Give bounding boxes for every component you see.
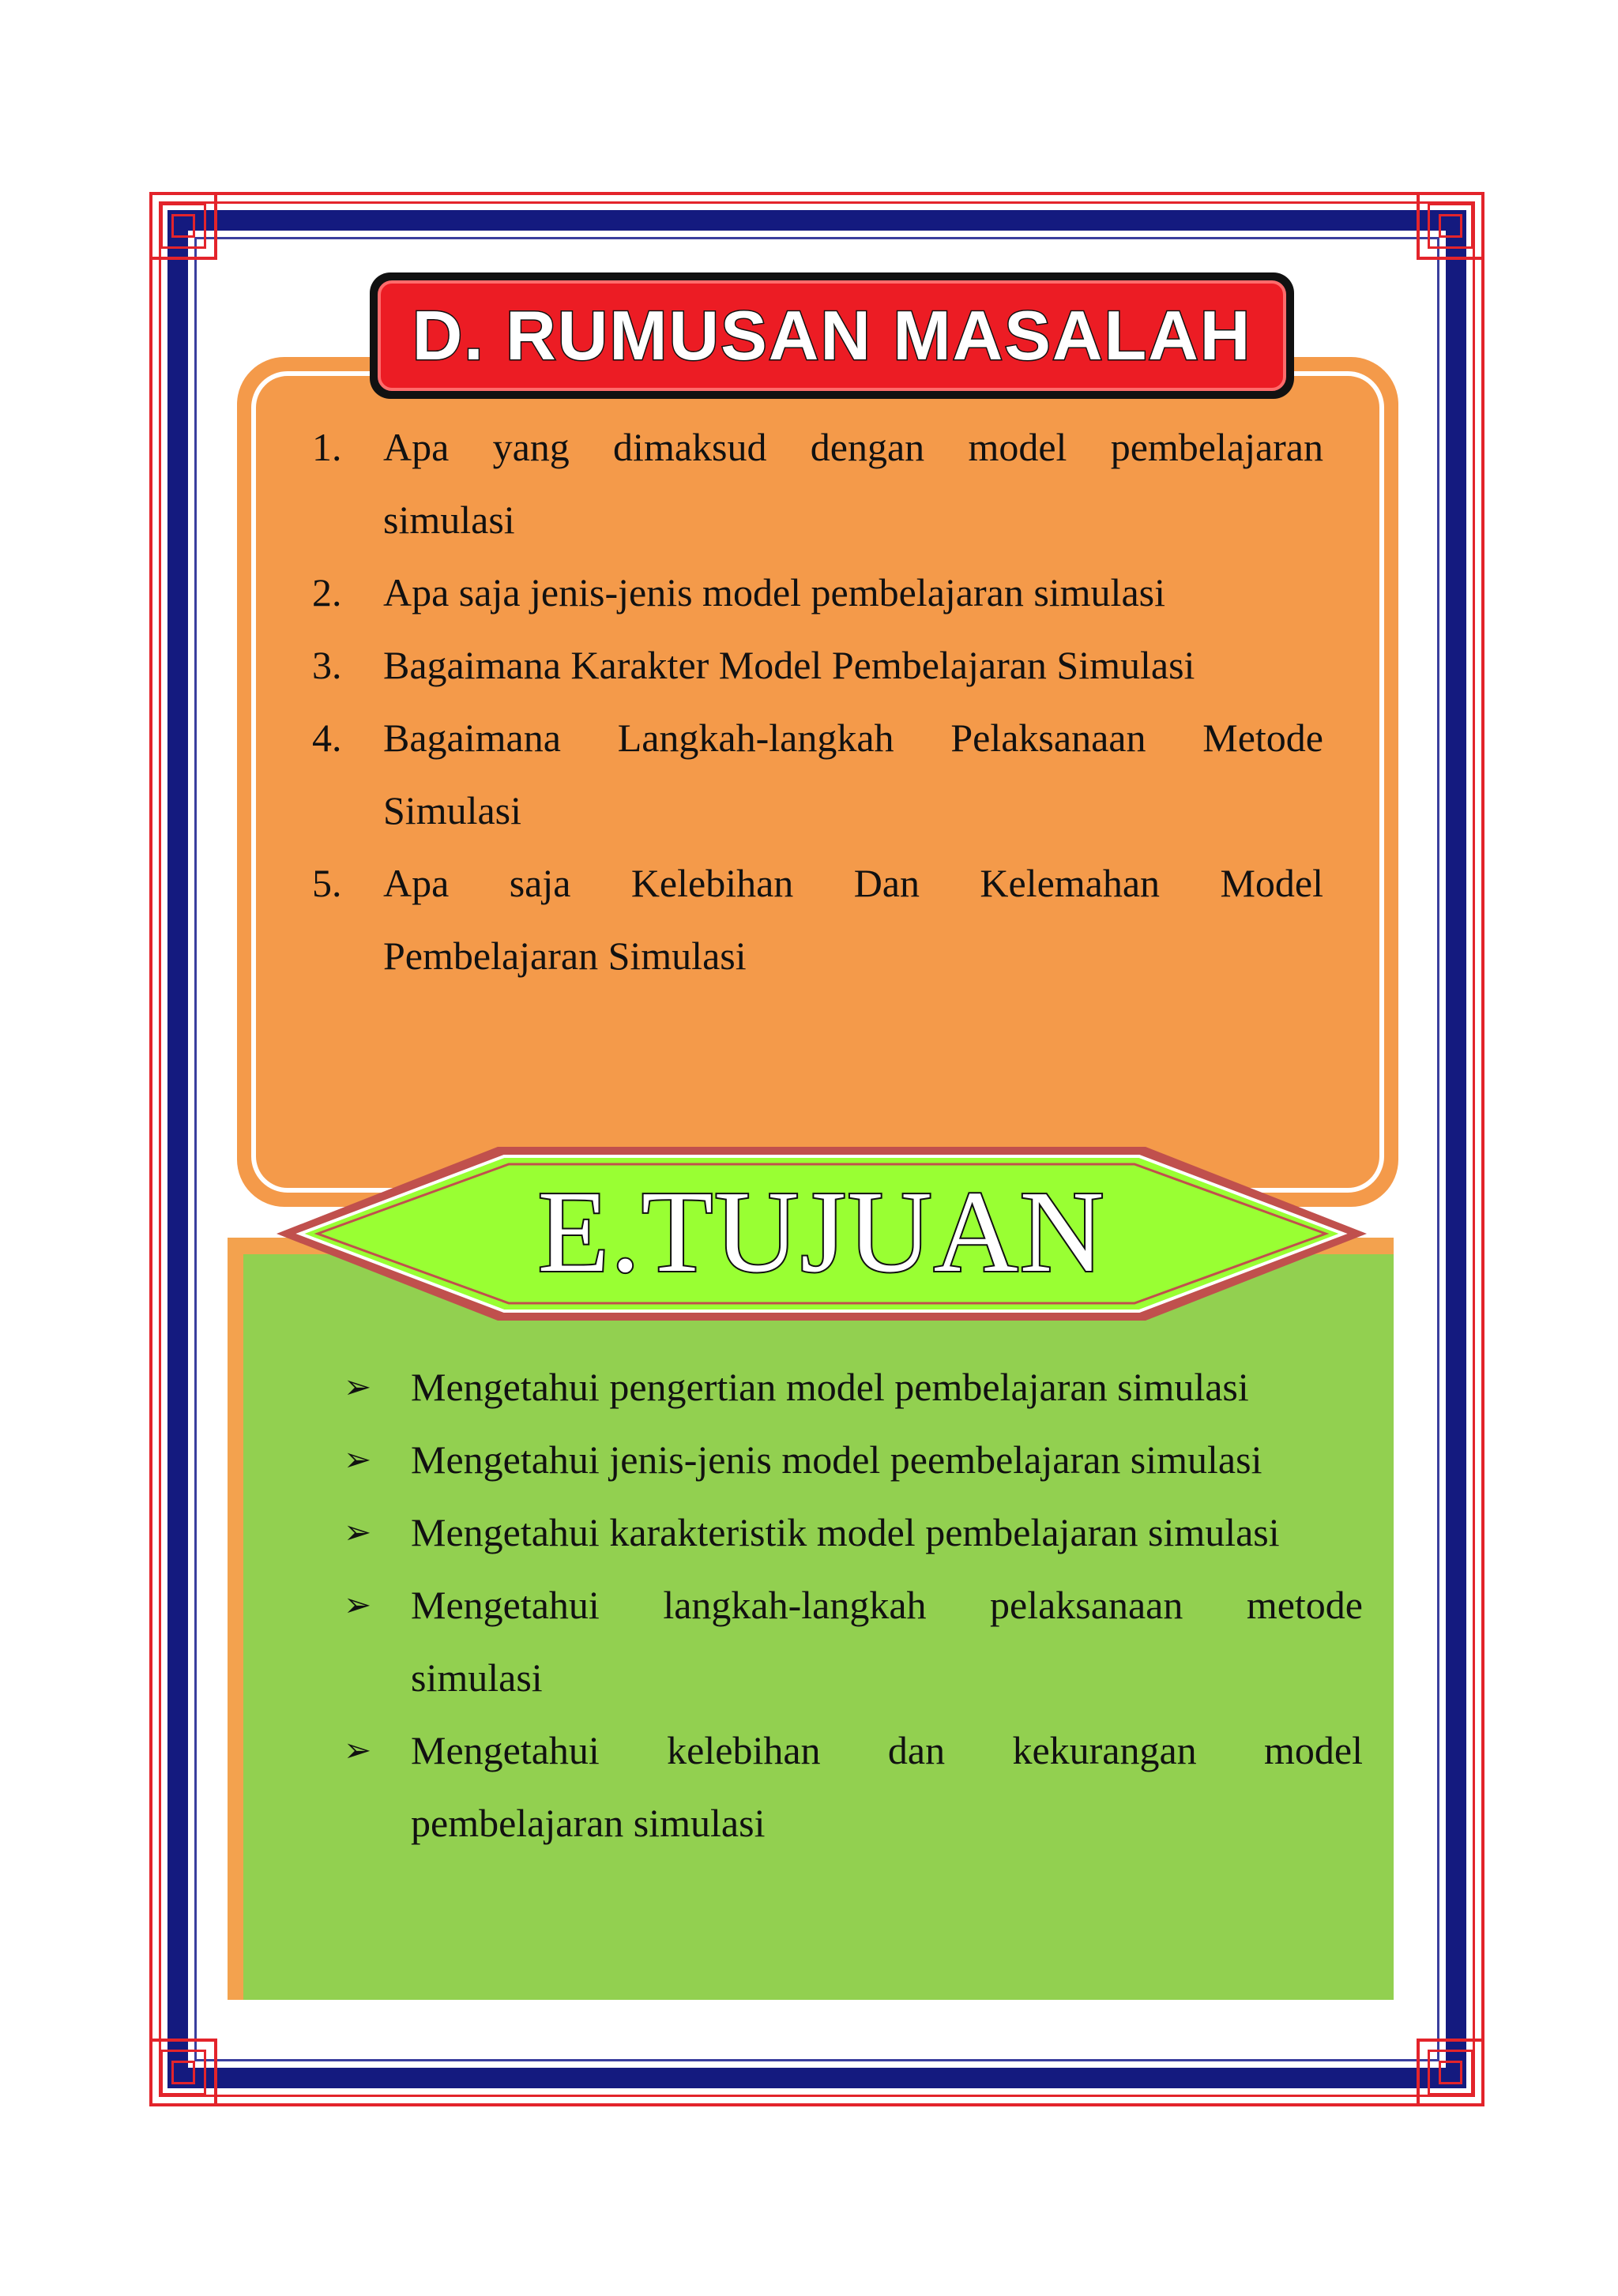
rumusan-masalah-item [304, 556, 1323, 629]
rumusan-masalah-list [304, 411, 1323, 992]
arrowhead-bullet-icon: ➢ [344, 1585, 372, 1624]
rumusan-masalah-item [304, 847, 1323, 992]
list-item-text: Mengetahui pengertian model pembelajaran simulasi [411, 1365, 1249, 1409]
list-number: 2. [312, 570, 342, 614]
list-number: 5. [312, 861, 342, 905]
list-number: 1. [312, 425, 342, 469]
list-item-text: Apa saja Kelebihan Dan Kelemahan Model [383, 861, 1323, 905]
list-number: 3. [312, 643, 342, 687]
list-item-text-cont: pembelajaran simulasi [411, 1801, 766, 1845]
rumusan-masalah-item [304, 629, 1323, 701]
list-item-text: Mengetahui kelebihan dan kekurangan model [411, 1728, 1363, 1772]
arrowhead-bullet-icon: ➢ [344, 1730, 372, 1769]
tujuan-list [336, 1351, 1363, 1859]
arrowhead-bullet-icon: ➢ [344, 1440, 372, 1479]
list-item-text: Apa yang dimaksud dengan model pembelajaran [383, 425, 1323, 469]
tujuan-heading: E.TUJUAN [537, 1167, 1106, 1297]
rumusan-masalah-item [304, 411, 1323, 556]
list-item-text: Bagaimana Karakter Model Pembelajaran Simulasi [383, 643, 1195, 687]
tujuan-item [336, 1423, 1363, 1496]
list-item-text-cont: simulasi [383, 498, 515, 542]
list-item-text-cont: simulasi [411, 1655, 543, 1700]
tujuan-item [336, 1714, 1363, 1859]
list-item-text: Mengetahui langkah-langkah pelaksanaan metode [411, 1583, 1363, 1627]
rumusan-masalah-item [304, 701, 1323, 847]
rumusan-masalah-banner [378, 280, 1286, 391]
list-item-text: Mengetahui jenis-jenis model peembelajaran simulasi [411, 1437, 1262, 1482]
tujuan-item [336, 1496, 1363, 1569]
frame-corner-ornament-bottom-right [1417, 2039, 1484, 2106]
frame-corner-ornament-bottom-left [149, 2039, 217, 2106]
list-item-text-cont: Simulasi [383, 788, 522, 832]
frame-corner-ornament-top-left [149, 192, 217, 260]
list-item-text: Mengetahui karakteristik model pembelajaran simulasi [411, 1510, 1280, 1554]
arrowhead-bullet-icon: ➢ [344, 1513, 372, 1551]
list-item-text: Bagaimana Langkah-langkah Pelaksanaan Metode [383, 716, 1323, 760]
list-number: 4. [312, 716, 342, 760]
list-item-text-cont: Pembelajaran Simulasi [383, 934, 747, 978]
frame-corner-ornament-top-right [1417, 192, 1484, 260]
arrowhead-bullet-icon: ➢ [344, 1367, 372, 1406]
rumusan-masalah-heading: D. RUMUSAN MASALAH [412, 296, 1252, 374]
tujuan-item [336, 1569, 1363, 1714]
tujuan-item [336, 1351, 1363, 1423]
list-item-text: Apa saja jenis-jenis model pembelajaran simulasi [383, 570, 1165, 614]
